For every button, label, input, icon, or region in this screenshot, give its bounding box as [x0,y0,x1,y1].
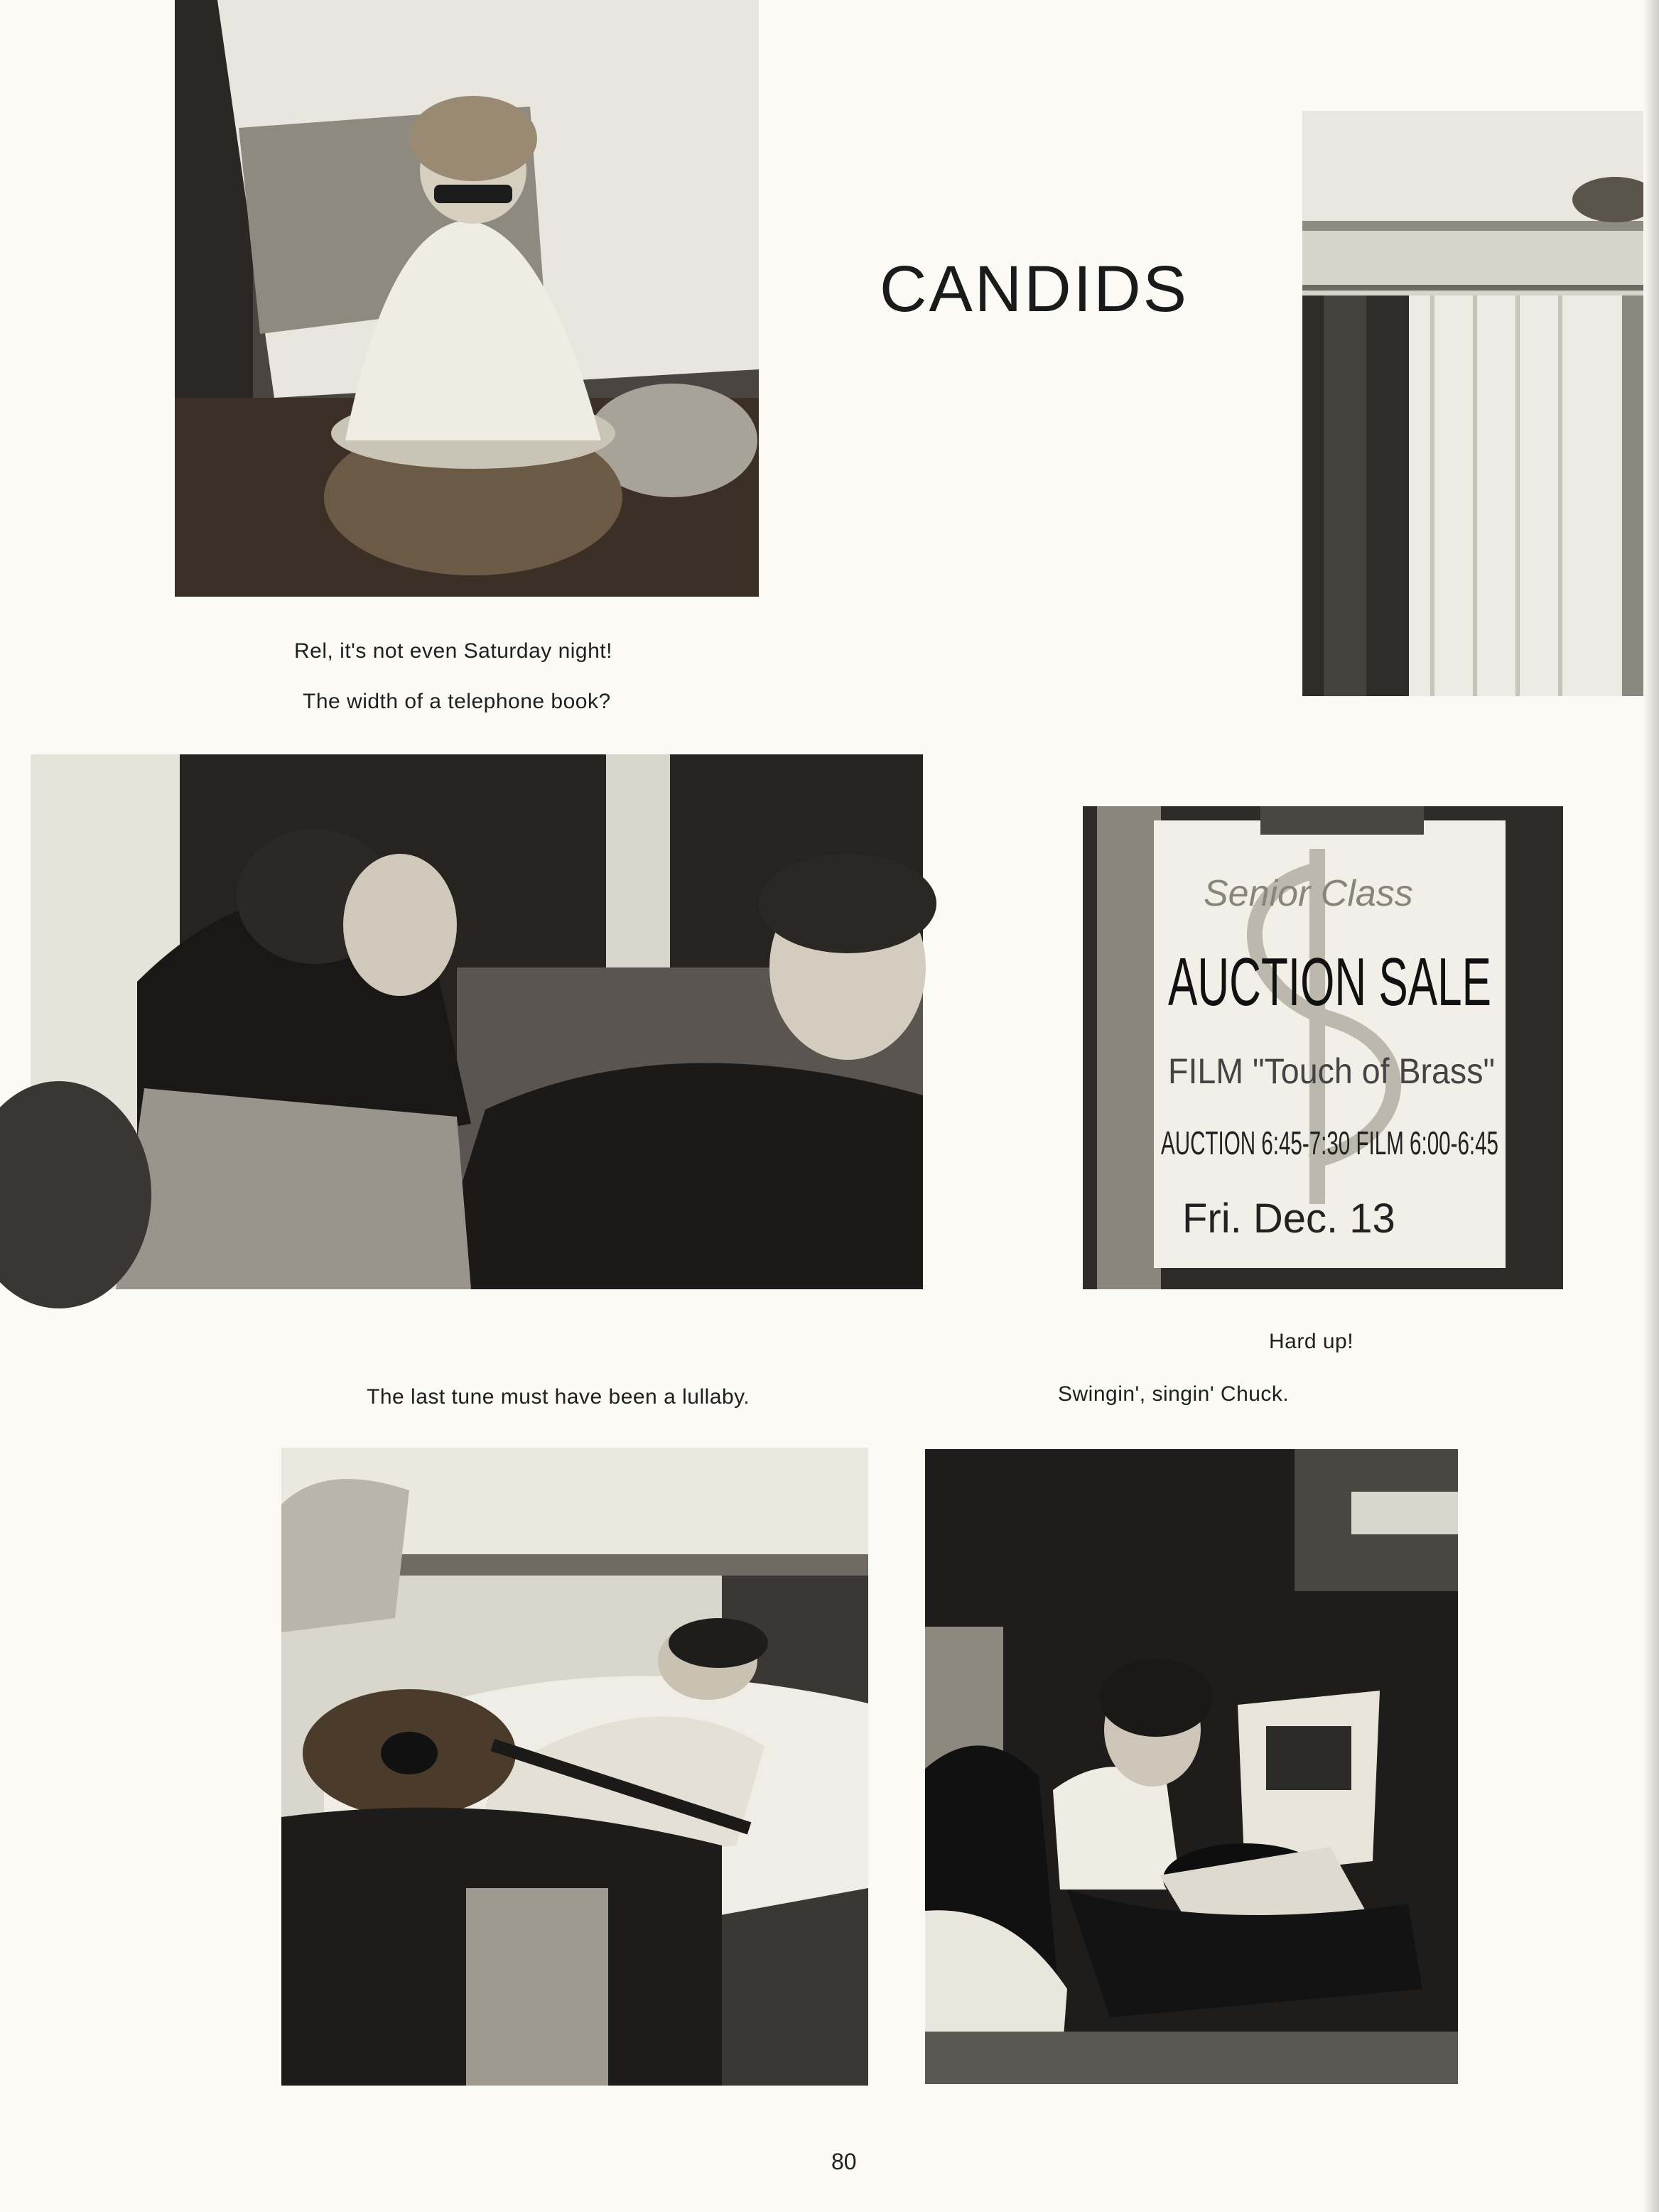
photo-auction-sale-sign [1083,806,1563,1289]
page-number: 80 [831,2149,857,2174]
photo-girl-in-washtub [175,0,759,597]
sign-line-senior-class: Senior Class [1204,873,1413,914]
sign-line-film: FILM "Touch of Brass" [1168,1051,1495,1091]
page-title: CANDIDS [880,253,1189,325]
caption-telephone-book: The width of a telephone book? [303,690,611,713]
sign-line-date: Fri. Dec. 13 [1182,1196,1395,1242]
sign-line-auction-sale: AUCTION SALE [1168,944,1491,1020]
caption-swingin-chuck: Swingin', singin' Chuck. [1058,1382,1290,1406]
caption-lullaby: The last tune must have been a lullaby. [367,1385,750,1409]
photo-sleeping-with-guitar [281,1448,868,2086]
photo-chuck-with-record [925,1449,1458,2084]
sign-line-times: AUCTION 6:45-7:30 FILM 6:00-6:45 [1161,1124,1498,1161]
photo-couple-on-couch [31,754,923,1289]
page-binding-edge [1643,0,1659,2212]
caption-hard-up: Hard up! [1269,1330,1354,1353]
photo-closet-clothes [1302,111,1659,696]
caption-rel-saturday: Rel, it's not even Saturday night! [294,639,612,663]
